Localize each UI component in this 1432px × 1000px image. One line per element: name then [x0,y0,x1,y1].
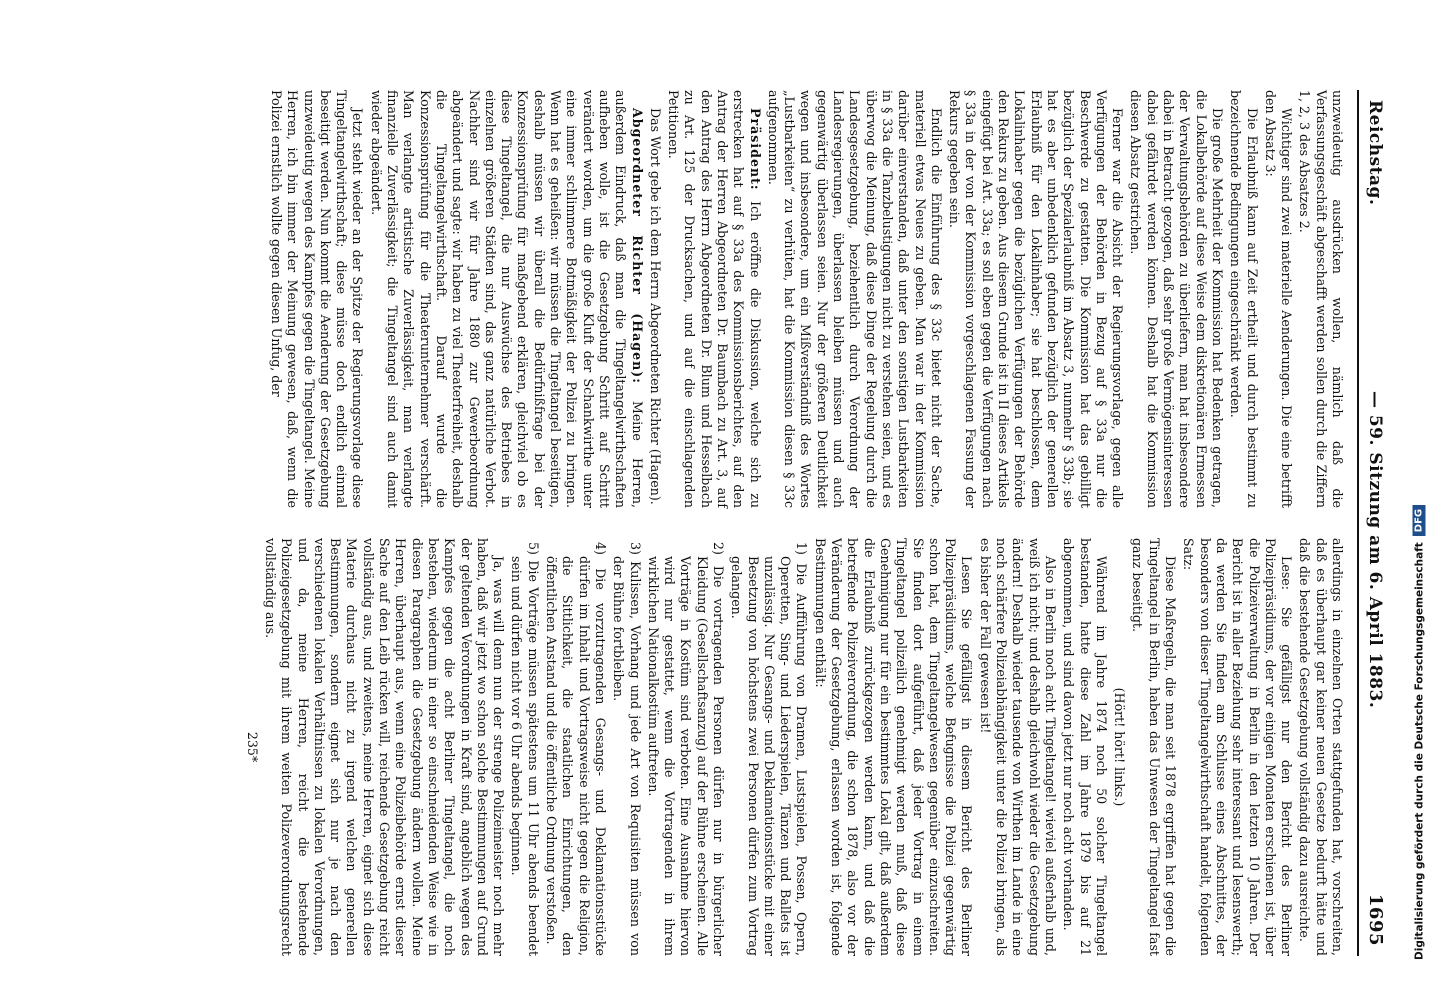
paragraph: Wichtiger sind zwei materielle Aenderungen. Die eine betrifft den Absatz 3: [1262,90,1295,508]
paragraph: Das Wort gebe ich dem Herrn Abgeordneten Richter (Hagen). [647,108,663,505]
text-columns [241,90,1345,956]
paragraph: Ja, was will denn nun der strenge Polizeimeister noch mehr haben, daß wir jetzt wo schon solche Bestimmungen auf Grund der geltenden Verordnungen in Kraft sind, angeblich wegen des Kampfes gegen die acht Berliner Tingeltangel, die noch bestehen, wiederum in einer so einschneidenden Weise wie in diesen Paragraphen die Gesetzgebung ändern wollen. Meine Herren, überhaupt aus, wenn eine Polizeibehörde ernst dieser Sache auf den Leib rücken will, reichende Gesetzgebung reicht vollständig aus, und zweitens, meine Herren, eignet sich diese Materie durchaus nicht zu irgend welchen generellen Bestimmungen, sondern eignet sich nur je nach den verschiedenen lokalen Verhältnissen zu lokalen Verordnungen, und da, meine Herren, reicht die bestehende Polizeigesetzgebung mit ihrem weiten Polizeverordnungsrecht vollständig aus. [263,538,507,956]
paragraph [665,90,763,508]
paragraph: Ferner war die Absicht der Regierungsvorlage, gegen alle Verfügungen der Behörden in Bezug auf § 33a nur die Beschwerde zu gestatten. Die Kommission hat das gebilligt bezüglich der Spezialerlaubniß im Absatz 3, nunmehr § 33b; sie hat es aber unbedenklich gefunden bezüglich der generellen Erlaubniß für den Lokalinhaber; sie hat beschlossen, dem Lokalinhaber gegen die bezüglichen Verfügungen der Behörde den Rekurs zu geben. Aus diesem Grunde ist in II dieses Artikels eingefügt bei Art. 33a; es soll eben gegen die Verfügungen nach § 33a in der von der Kommission vorgeschlagenen Fassung der Rekurs gegeben sein. [947,90,1126,508]
page-header [1357,90,1386,956]
paragraph: (Hört! hört! links.) [1112,687,1128,807]
paragraph: Also in Berlin noch acht Tingeltangel! wieviel außerhalb und, weiß ich nicht; und deshalb gleichwohl wieder die Gesetzgebung ändern! Deshalb wieder tausende von Wirthen im Lande in eine noch schärfere Polizeiabhängigkeit unter die Polizei bringen, als es bisher der Fall gewesen ist! [977,538,1058,956]
paragraph: Endlich die Einführung des § 33c bietet nicht der Sache, materiell etwas Neues zu geben. Man war in der Kommission darüber einverstanden, daß unter den sonstigen Lustbarkeiten in § 33a die Tanzbelustigungen nicht zu verstehen seien, und es überwog die Meinung, daß diese Dinge der Regelung durch die Landesgesetzgebung, beziehentlich durch Verordnung der Landesregierungen, überlassen bleiben müssen und auch gegenwärtig überlassen seien. Nur der größeren Deutlichkeit wegen und insbesondere, um ein Mißverständniß des Wortes „Lustbarkeiten“ zu verhüten, hat die Kommission diesen § 33c aufgenommen. [765,90,944,508]
paragraph: Die große Mehrheit der Kommission hat Bedenken getragen, die Lokalbehörde auf diese Weise dem diskretionären Ermessen der Verwaltungsbehörden zu überliefern, man hat insbesondere dabei in Betracht gezogen, daß sehr große Vermögensinteressen dabei gefährdet werden können. Deshalb hat die Kommission diesen Absatz gestrichen. [1128,90,1225,508]
paragraph-text: Ich eröffne die Diskussion, welche sich zu erstrecken hat auf § 33a des Kommissionsberichtes, auf den Antrag der Herren Abgeordneten Dr. Baumbach zu Art. 3, auf den Antrag des Herrn Abgeordneten Dr. Blum und Hesselbach zu Art. 125 der Drucksachen, und auf die einschlagenden Petitionen. [666,90,763,508]
page-number: 1695 [1365,893,1386,946]
digitization-note [1413,80,1426,960]
paragraph: 1) Die Aufführung von Dramen, Lustspielen, Possen, Opern, Operetten, Sing- und Liederspielen, Tänzen und Ballets ist unzulässig. Nur Gesangs- und Deklamationsstücke mit einer Besetzung von höchstens zwei Personen dürfen zum Vortrag gelangen. [729,542,810,956]
paragraph: Diese Maßregeln, die man seit 1878 ergriffen hat gegen die Tingeltangel in Berlin, haben das Unwesen der Tingeltangel fast ganz beseitigt. [1130,538,1179,956]
paragraph: allerdings in einzelnen Orten stattgefunden hat, vorschreiten, daß es überhaupt gar keiner neuen Gesetze bedurft hätte und daß die bestehende Gesetzgebung vollständig dazu ausreichte. [1297,538,1345,956]
left-column [241,90,1345,508]
header-left: Reichstag. [1365,100,1385,206]
paragraph [367,90,644,508]
paragraph: Während im Jahre 1874 noch 50 solcher Tingeltangel bestanden, hatte diese Zahl im Jahre 1879 bis auf 21 abgenommen, und sind davon jetzt nur noch acht vorhanden. [1061,538,1109,956]
header-center: — 59. Sitzung am 6. April 1883. [1365,390,1385,709]
paragraph: 235* [244,731,260,763]
paragraph: Lese: Sie gefälligst nur den Bericht des Berliner Polizeipräsidiums, der vor einigen Monaten erschienen ist, über die Polizeiverwaltung in Berlin in den letzten 10 Jahren. Der Bericht ist in aller Beziehung sehr interessant und lesenswerth; da werden Sie finden am Schlusse eines Abschnittes, der besonders von dieser Tingeltangelwirthschaft handelt, folgenden Satz: [1181,538,1295,956]
paragraph: unzweideutig ausdrücken wollen, nämlich daß die Verfassungsgeschäft abgeschafft werden sollen durch die Ziffern 1, 2, 3 des Absatzes 2. [1297,90,1345,508]
paragraph: 2) Die vortragenden Personen dürfen nur in bürgerlicher Kleidung (Gesellschaftsanzug) auf der Bühne erscheinen. Alle Vorträge in Kostüm sind verboten. Eine Ausnahme hiervon wird nur gestattet, wenn die Vortragenden in ihrem wirklichen Nationalkostüm auftreten. [645,542,727,956]
paragraph: 5) Die Vorträge müssen spätestens um 11 Uhr abends beendet sein und dürfen nicht vor 6 Uhr abends beginnen. [509,542,541,956]
digitization-text: Digitalisierung gefördert durch die Deutsche Forschungsgemeinschaft [1413,542,1425,960]
paragraph: Lesen Sie gefälligst in diesem Bericht des Berliner Polizeipräsidiums, welche Befugnisse die Polizei gegenwärtig schon hat, dem Tingeltangelwesen gegenüber einzuschreiten. Sie finden dort aufgeführt, daß jeder Vortrag in einem Tingeltangel polizeilich genehmigt werden muß, daß diese Genehmigung nur für ein bestimmtes Lokal gilt, daß außerdem die Erlaubniß zurückgezogen werden kann, und daß die betreffende Polizeiverordnung, die schon 1878, also vor der Veränderung der Gesetzgebung, erlassen worden ist, folgende Bestimmungen enthält: [812,538,975,956]
speaker-name: Abgeordneter Richter (Hagen): [629,108,645,384]
paragraph: 4) Die vorzutragenden Gesangs- und Deklamationsstücke dürfen im Inhalt und Vortragsweise nicht gegen die Religion, die Sittlichkeit, die staatlichen Einrichtungen, den öffentlichen Anstand und die öffentliche Ordnung verstoßen. [544,542,608,956]
dfg-logo: DFG [1413,505,1426,536]
paragraph: Jetzt steht wieder an der Spitze der Regierungsvorlage diese Tingeltangelwirthschaft; diese müsse doch endlich einmal beseitigt werden. Nun kommt die Aenderung der Gesetzgebung unzweideutig wegen des Kampfes gegen die Tingeltangel. Meine Herren, ich bin immer der Meinung gewesen, daß, wenn die Polizei ernstlich wollte gegen diesen Unfug, der [269,90,366,508]
rotated-scan-page [26,20,1406,980]
paragraph-text: Meine Herren, außerdem Eindruck, daß man die Tingeltangelwirthschaften aufheben wolle, ist die Gesetzgebung Schritt auf Schritt verändert worden, um die große Kluft der Schankwirthe unter eine immer schlimmere Botmäßigkeit der Polizei zu bringen. Wenn hat es geheißen: wir müssen die Tingeltangel beseitigen, deshalb müssen wir überall die Bedürfnißfrage bei der Konzessionsprüfung für maßgebend erklären, gleichviel ob es diese Tingeltangel, die nur Auswüchse des Betriebes in einzelnen größeren Städten sind, das ganz natürliche Verbot. Nachher sind wir für Jahre 1880 zur Gewerbeordnung abgeändert und sagte: wir haben zu viel Theaterfreiheit, deshalb die Tingeltangelwirthschaft. Darauf wurde die Konzessionsprüfung für die Theaterunternehmer verschärft. Man verlangte artistische Zuverlässigkeit, man verlangte finanzielle Zuverlässigkeit; die Tingeltangel sind auch damit wieder abgeändert. [368,90,645,508]
paragraph: Die Erlaubniß kann auf Zeit ertheilt und durch bestimmt zu bezeichnende Bedingungen eingeschränkt werden. [1228,90,1260,508]
paragraph: 3) Kulissen, Vorhang und jede Art von Requisiten müssen von der Bühne fortbleiben. [611,542,643,956]
right-column [241,538,1345,956]
speaker-name: Präsident: [747,108,763,191]
